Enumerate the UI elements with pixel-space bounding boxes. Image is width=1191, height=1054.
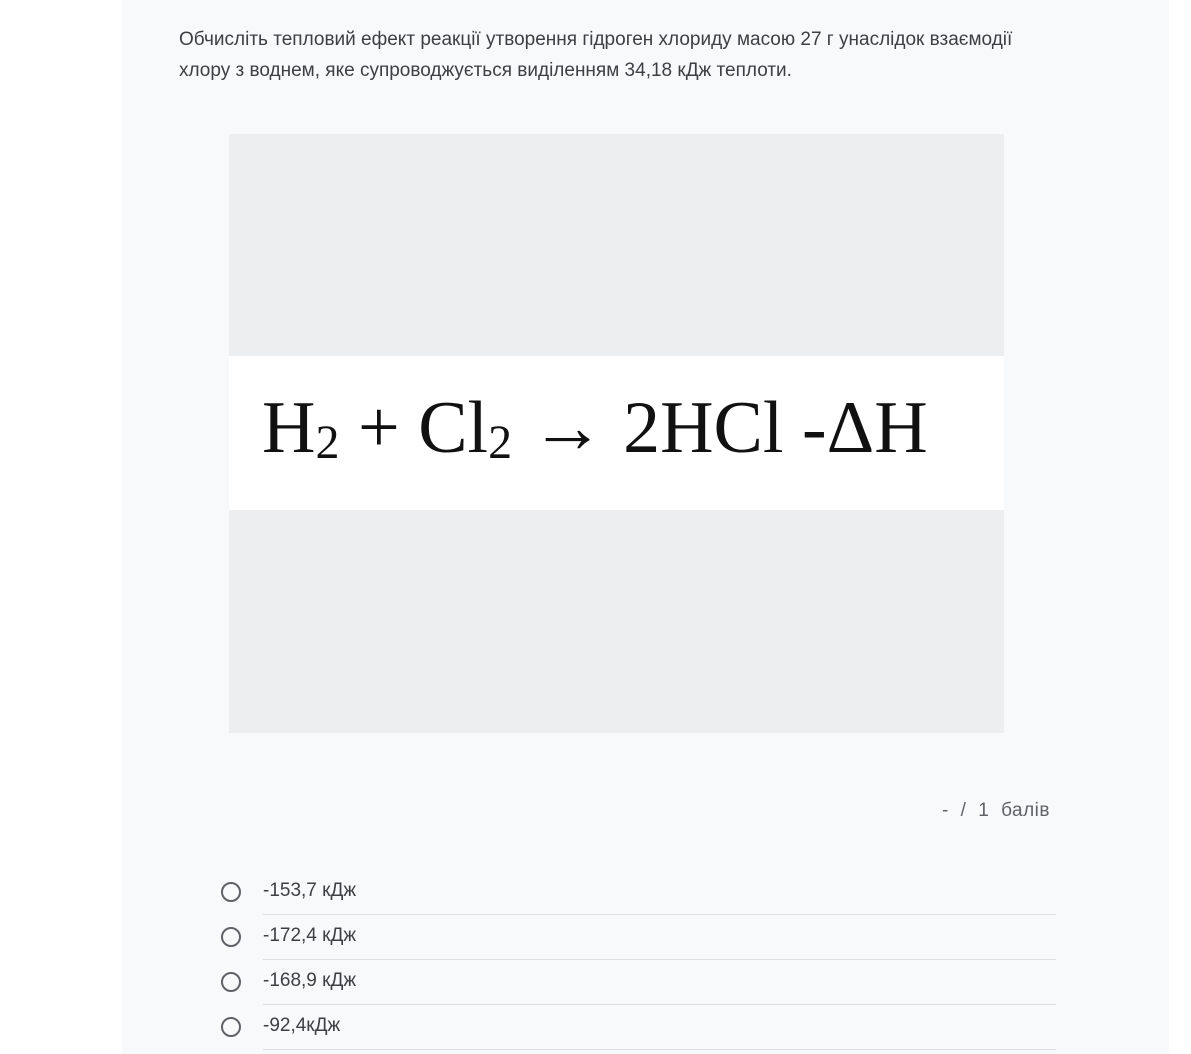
- points-earned: -: [942, 800, 949, 821]
- answer-option-3[interactable]: [219, 960, 1056, 1005]
- answer-option-1[interactable]: [219, 870, 1056, 915]
- reactant-hydrogen: H: [262, 387, 316, 469]
- reaction-equation: [262, 388, 928, 468]
- answer-options: [219, 870, 1056, 1050]
- hydrogen-subscript: 2: [315, 416, 340, 469]
- question-image: [229, 134, 1004, 733]
- option-divider: [263, 1049, 1056, 1050]
- radio-button-icon[interactable]: [221, 1017, 241, 1037]
- points-indicator: [939, 800, 1053, 822]
- points-unit: балів: [1001, 800, 1050, 821]
- plus-sign: +: [357, 387, 400, 469]
- radio-button-icon[interactable]: [221, 927, 241, 947]
- enthalpy-term: -ΔH: [801, 387, 928, 469]
- answer-option-label: -92,4кДж: [263, 1015, 341, 1036]
- question-text: Обчисліть тепловий ефект реакції утворення гідроген хлориду масою 27 г унаслідок взаємодії хлору з воднем, яке супроводжується виділенням 34,18 кДж теплоти.: [179, 29, 1013, 81]
- radio-button-icon[interactable]: [221, 972, 241, 992]
- equation-band: [229, 356, 1004, 510]
- answer-option-2[interactable]: [219, 915, 1056, 960]
- points-separator: /: [960, 800, 967, 821]
- product-hcl: 2HCl: [623, 387, 784, 469]
- points-total: 1: [978, 800, 990, 821]
- chlorine-subscript: 2: [488, 416, 513, 469]
- reactant-chlorine: Cl: [418, 387, 489, 469]
- answer-option-label: -168,9 кДж: [263, 970, 357, 991]
- answer-option-label: -153,7 кДж: [263, 880, 357, 901]
- answer-option-label: -172,4 кДж: [263, 925, 357, 946]
- radio-button-icon[interactable]: [221, 882, 241, 902]
- answer-option-4[interactable]: [219, 1005, 1056, 1050]
- reaction-arrow: →: [530, 387, 605, 469]
